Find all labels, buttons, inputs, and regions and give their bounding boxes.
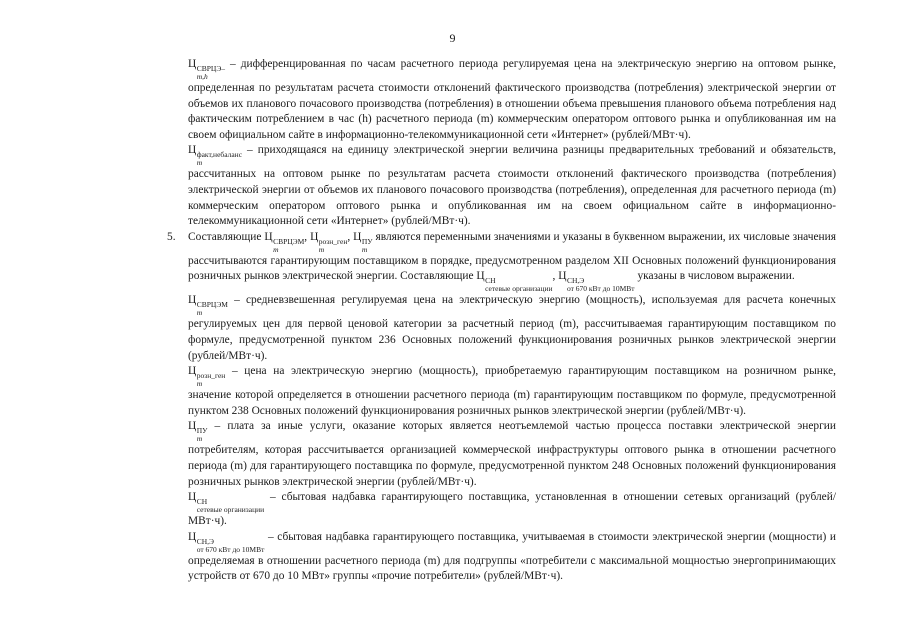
item-number: 5. <box>167 230 176 243</box>
symbol-c-svrtsem: Ц СВРЦЭМ m <box>264 230 305 254</box>
symbol-c-rozn-gen-def: Ц розн_ген m <box>188 365 226 389</box>
symbol-c-pu: Ц ПУ m <box>353 230 373 254</box>
symbol-c-svrtsem-def: Ц СВРЦЭМ m <box>188 294 228 318</box>
symbol-c-sne-def: Ц СН,Э от 670 кВт до 10МВт <box>188 530 265 554</box>
definition-svrtse-mh: Ц СВРЦЭ– m,h – дифференцированная по часам расчетного периода регулируемая цена на электрическую энергию на оптовом рынке, определенная по результатам расчета стоимости отклонений фактического производства (потребления) электрической энергии от объемов их планового почасового производства (потребления) в отношении объема превышения планового объема потребления над фактическим потреблением в час (h) расчетного периода (m) коммерческим оператором оптового рынка и опубликованная им на своем официальном сайте в информационно-телекоммуникационной сети «Интернет» (рублей/МВт·ч). <box>188 58 836 141</box>
definition-rozn-gen: Ц розн_ген m – цена на электрическую энергию (мощность), приобретаемую гарантирующим поставщиком на розничном рынке, значение которой определяется в отношении расчетного периода (m) гарантирующим поставщиком по формуле, предусмотренной пунктом 238 Основных положений функционирования розничных рынков электрической энергии (рублей/МВт·ч). <box>188 365 836 417</box>
page-number: 9 <box>449 31 456 45</box>
symbol-c-pu-def: Ц ПУ m <box>188 420 208 444</box>
symbol-c-fakt: Ц факт,небаланс m <box>188 144 243 168</box>
document-body <box>167 57 836 585</box>
definition-svrtsem: Ц СВРЦЭМ m – средневзвешенная регулируемая цена на электрическую энергию (мощность), используемая для расчета конечных регулируемых цен для первой ценовой категории за расчетный период (m), рассчитываемая гарантирующим поставщиком по формуле, предусмотренной пунктом 236 Основных положений функционирования розничных рынков электрической энергии (рублей/МВт·ч). <box>188 294 836 362</box>
symbol-c-sne: Ц СН,Э от 670 кВт до 10МВт <box>558 270 635 294</box>
definition-sn-setevye: Ц СН сетевые организации – сбытовая надбавка гарантирующего поставщика, установленная в отношении сетевых организаций (рублей/МВт·ч). <box>188 491 836 528</box>
definition-sne: Ц СН,Э от 670 кВт до 10МВт – сбытовая надбавка гарантирующего поставщика, учитываемая в стоимости электрической энергии (мощности) и определяемая в отношении расчетного периода (m) для подгруппы «потребители с максимальной мощностью энергопринимающих устройств от 670 до 10 МВт» группы «прочие потребители» (рублей/МВт·ч). <box>188 530 836 583</box>
symbol-c-svrtse-mh: Ц СВРЦЭ– m,h <box>188 58 226 81</box>
symbol-c-sn-setevye-def: Ц СН сетевые организации <box>188 491 265 515</box>
definition-fakt-nebalans: Ц факт,небаланс m – приходящаяся на единицу электрической энергии величина разницы предварительных требований и обязательств, рассчитанных на оптовом рынке по результатам расчета стоимости отклонений фактического производства (потребления) электрической энергии от объемов их планового почасового производства (потребления), определенная для расчетного периода (m) коммерческим оператором оптового рынка и опубликованная им на своем официальном сайте в информационно-телекоммуникационной сети «Интернет» (рублей/МВт·ч). <box>188 144 836 228</box>
symbol-c-sn-setevye: Ц СН сетевые организации <box>476 270 553 294</box>
list-item-5: 5. Составляющие Ц СВРЦЭМ m , Ц розн_ген m , Ц ПУ m являются переменными значениями и указаны в буквенном выражении, их числовые значения рассчитываются гарантирующим поставщиком в порядке, предусмотренном разделом XII Основных положений функционирования розничных рынков электрической энергии. Составляющие Ц СН сетевые организации , Ц СН,Э от 670 кВт до 10МВт указаны в числовом выражении. <box>167 230 836 294</box>
symbol-c-rozn-gen: Ц розн_ген m <box>310 230 348 254</box>
definition-pu: Ц ПУ m – плата за иные услуги, оказание которых является неотъемлемой частью процесса поставки электрической энергии потребителям, которая рассчитывается организацией коммерческой инфраструктуры оптового рынка в отношении расчетного периода (m) для гарантирующего поставщика по формуле, предусмотренной пунктом 248 Основных положений функционирования розничных рынков электрической энергии (рублей/МВт·ч). <box>188 420 836 488</box>
